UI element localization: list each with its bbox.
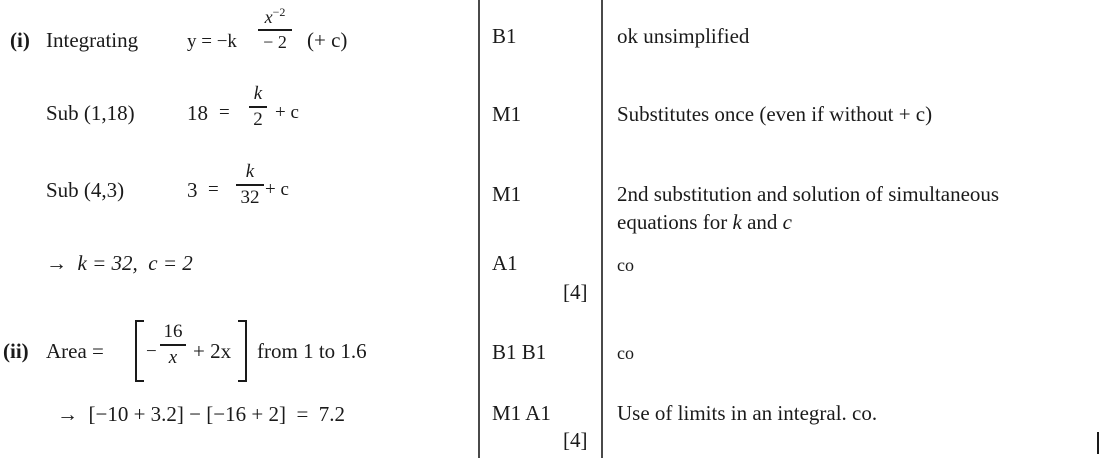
comment-row6: Use of limits in an integral. co. [617,401,878,425]
part-i-number: (i) [10,28,30,52]
area-plus-term: + 2x [193,339,232,363]
eq1-num-exp: −2 [272,5,286,19]
part-ii-label: Area = [46,339,104,363]
area-fraction [160,322,186,367]
sub1-equals: = [219,102,230,123]
sub2-equals: = [208,179,219,200]
mark-total-ii: [4] [563,428,588,452]
sub2-fraction-bar [236,184,264,186]
sub2-label: Sub (4,3) [46,178,125,202]
sub2-numerator: k [245,161,255,182]
area-fraction-bar [160,344,186,346]
mark-row5: B1 B1 [492,340,547,364]
text-cursor [1097,432,1099,454]
comment-row3-k: k [732,210,742,234]
column-divider-left [478,0,480,458]
comment-row3-c: c [782,210,792,234]
comment-row5: co [617,343,634,363]
area-denominator: x [168,346,178,368]
sub1-fraction-bar [249,106,267,108]
calc-value: 7.2 [318,402,346,426]
calc-expression: [−10 + 3.2] − [−16 + 2] [88,402,286,426]
area-minus: − [146,341,157,362]
part-ii-number: (ii) [3,339,29,363]
eq1-tail: (+ c) [307,28,348,52]
sub1-fraction [249,84,267,129]
comment-row3-text-b: and [741,210,783,234]
comment-row3-line1: 2nd substitution and solution of simultaneous [617,182,1000,206]
column-divider-right [601,0,603,458]
sub2-tail: + c [265,179,289,200]
sub1-lhs: 18 [187,101,208,125]
calc-line [57,404,345,425]
part-i-label: Integrating [46,28,139,52]
result-arrow: → [46,251,67,275]
sub2-lhs: 3 [187,178,198,202]
sub2-denominator: 32 [240,186,260,208]
sub1-numerator: k [253,83,263,104]
result-line [46,253,193,274]
sub2-fraction [236,162,264,207]
eq1-num-base: x [264,7,273,27]
mark-row3: M1 [492,182,522,206]
eq1-fraction-bar [258,29,292,31]
result-k: k = 32, [77,251,138,275]
area-numerator: 16 [163,321,183,342]
comment-row1: ok unsimplified [617,24,750,48]
sub1-label: Sub (1,18) [46,101,135,125]
comment-row3-line2 [617,212,792,233]
area-right-bracket [238,320,247,382]
comment-row2: Substitutes once (even if without + c) [617,102,933,126]
sub1-tail: + c [275,102,299,123]
calc-equals: = [296,402,309,426]
eq1-denominator: − 2 [263,31,287,52]
result-c: c = 2 [148,251,193,275]
mark-row4: A1 [492,251,518,275]
mark-row2: M1 [492,102,522,126]
mark-row6: M1 A1 [492,401,551,425]
eq1-fraction [258,6,292,51]
eq1-lhs: y = −k [187,31,237,52]
comment-row4: co [617,255,634,275]
area-left-bracket [135,320,144,382]
area-from-text: from 1 to 1.6 [257,339,367,363]
sub1-denominator: 2 [253,108,263,130]
mark-row1: B1 [492,24,517,48]
eq1-numerator [258,6,292,26]
mark-total-i: [4] [563,280,588,304]
comment-row3-text-a: equations for [617,210,733,234]
calc-arrow: → [57,402,78,426]
